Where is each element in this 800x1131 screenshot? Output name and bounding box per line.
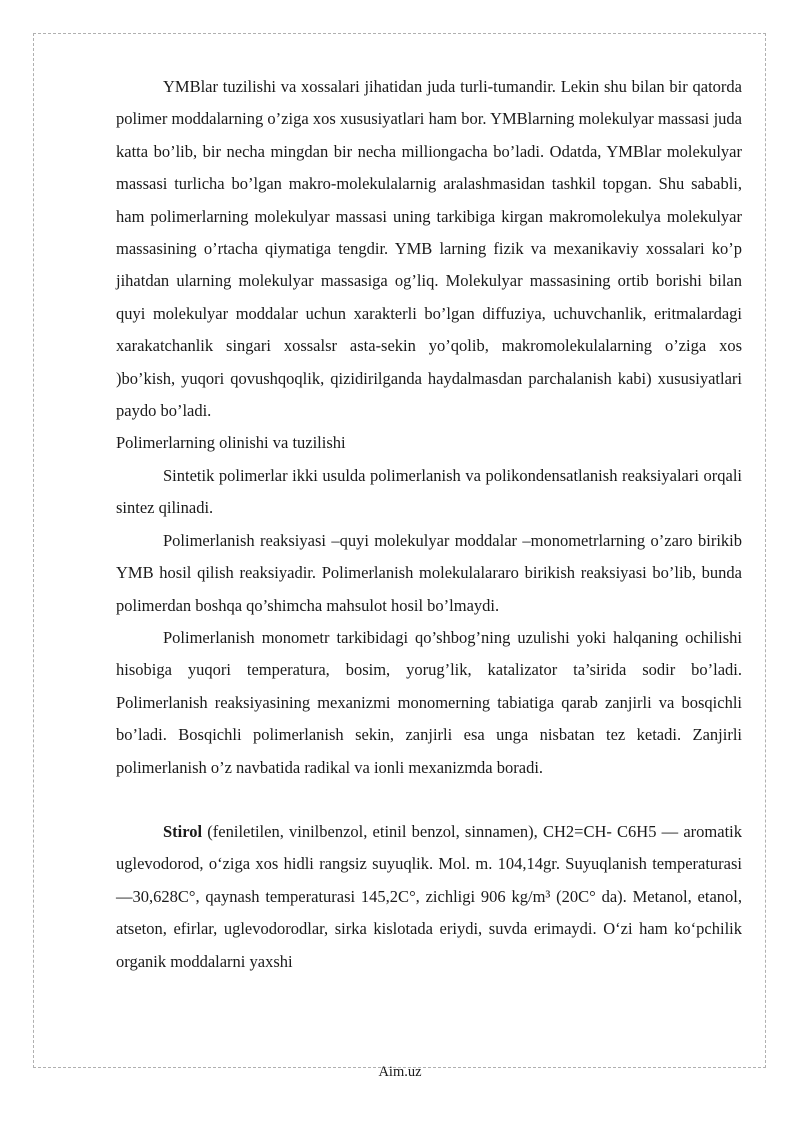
page-footer: Aim.uz [378,1064,422,1080]
document-body [116,71,742,978]
styrene-description: (feniletilen, vinilbenzol, etinil benzol, sinnamen), CH2=CH- C6H5 — aromatik uglevodorod, oʻziga xos hidli rangsiz suyuqlik. Mol. m. 104,14gr. Suyuqlanish temperaturasi —30,628C°, qaynash temperaturasi 145,2C°, zichligi 906 kg/m³ (20C° da). Metanol, etanol, atseton, efirlar, uglevodorodlar, sirka kislotada eriydi, suvda erimaydi. Oʻzi ham koʻpchilik organik moddalarni yaxshi [116,821,742,971]
section-heading: Polimerlarning olinishi va tuzilishi [116,433,346,453]
paragraph-gap [116,784,742,816]
paragraph-styrene [116,816,742,978]
paragraph-synthesis: Sintetik polimerlar ikki usulda polimerlanish va polikondensatlanish reaksiyalari orqali sintez qilinadi. [116,465,742,518]
paragraph-polymerization-mechanism: Polimerlanish monometr tarkibidagi qo’shbog’ning uzulishi yoki halqaning ochilishi hisobiga yuqori temperatura, bosim, yorug’lik, katalizator ta’sirida sodir bo’ladi. Polimerlanish reaksiyasining mexanizmi monomerning tabiatiga qarab zanjirli va bosqichli bo’ladi. Bosqichli polimerlanish sekin, zanjirli esa unga nisbatan tez ketadi. Zanjirli polimerlanish o’z navbatida radikal va ionli mexanizmda boradi. [116,627,742,777]
styrene-term: Stirol [163,821,203,841]
paragraph-ymb-properties: YMBlar tuzilishi va xossalari jihatidan juda turli-tumandir. Lekin shu bilan bir qatorda polimer moddalarning o’ziga xos xususiyatlari ham bor. YMBlarning molekulyar massasi juda katta bo’lib, bir necha mingdan bir necha milliongacha bo’ladi. Odatda, YMBlar molekulyar massasi turlicha bo’lgan makro-molekulalarnig aralashmasidan tashkil topgan. Shu sababli, ham polimerlarning molekulyar massasi uning tarkibiga kirgan makromolekulya molekulyar massasining o’rtacha qiymatiga tengdir. YMB larning fizik va mexanikaviy xossalari ko’p jihatdan ularning molekulyar massasiga og’liq. Molekulyar massasining ortib borishi bilan quyi molekulyar moddalar uchun xarakterli bo’lgan diffuziya, uchuvchanlik, eritmalardagi xarakatchanlik singari xossalsr asta-sekin yo’qolib, makromolekulalarning o’ziga xos )bo’kish, yuqori qovushqoqlik, qizidirilganda haydalmasdan parchalanish kabi) xususiyatlari paydo bo’ladi. [116,77,742,421]
paragraph-polymerization-reaction: Polimerlanish reaksiyasi –quyi molekulyar moddalar –monometrlarning o’zaro birikib YMB hosil qilish reaksiyadir. Polimerlanish molekulalararo birikish reaksiyasi bo’lib, bunda polimerdan boshqa qo’shimcha mahsulot hosil bo’lmaydi. [116,530,742,615]
